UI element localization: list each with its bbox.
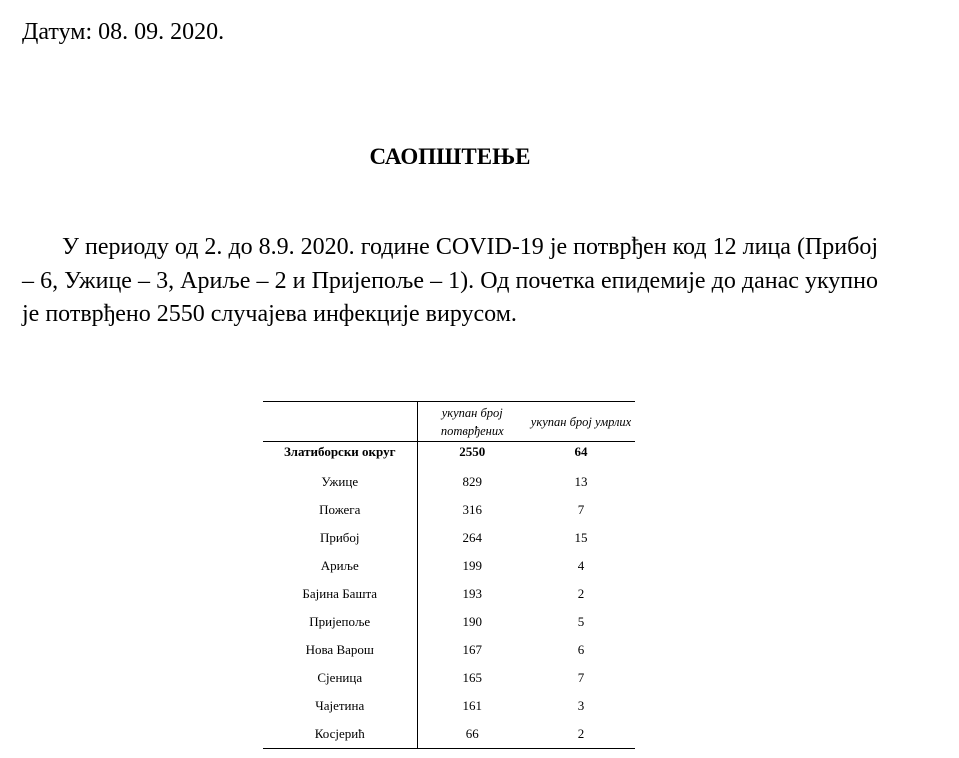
deaths-count: 3 — [577, 698, 585, 713]
total-confirmed: 2550 — [459, 444, 486, 459]
municipality-name: Ужице — [263, 468, 417, 496]
deaths-count: 4 — [577, 558, 585, 573]
deaths-count: 15 — [574, 530, 588, 545]
municipality-name: Прибој — [263, 524, 417, 552]
table-row — [263, 608, 635, 636]
table-row — [263, 580, 635, 608]
confirmed-count: 199 — [462, 558, 482, 573]
header-confirmed: укупан број потврђених — [417, 402, 527, 442]
municipality-name: Ариље — [263, 552, 417, 580]
table-row — [263, 692, 635, 720]
announcement-paragraph: У периоду од 2. до 8.9. 2020. године COVID-19 је потврђен код 12 лица (Прибој – 6, Ужице – 3, Ариље – 2 и Пријепоље – 1). Од почетка епидемије до данас укупно је потврђено 2550 случајева инфекције вирусом. — [22, 234, 878, 327]
confirmed-count: 829 — [462, 474, 482, 489]
deaths-count: 5 — [577, 614, 585, 629]
confirmed-count: 161 — [462, 698, 482, 713]
confirmed-count: 167 — [462, 642, 482, 657]
table-row — [263, 636, 635, 664]
confirmed-count: 264 — [462, 530, 482, 545]
municipality-name: Пријепоље — [263, 608, 417, 636]
table-row — [263, 720, 635, 749]
table-total-row — [263, 442, 635, 469]
confirmed-count: 193 — [462, 586, 482, 601]
deaths-count: 7 — [577, 670, 585, 685]
municipality-name: Пожега — [263, 496, 417, 524]
date-line: Датум: 08. 09. 2020. — [22, 19, 225, 45]
table-header-row — [263, 402, 635, 442]
confirmed-count: 165 — [462, 670, 482, 685]
deaths-count: 2 — [527, 720, 635, 749]
table-row — [263, 524, 635, 552]
table-row — [263, 552, 635, 580]
header-blank-cell — [263, 402, 417, 442]
table-row — [263, 664, 635, 692]
document-title: САОПШТЕЊЕ — [369, 144, 531, 169]
deaths-count: 6 — [577, 642, 585, 657]
confirmed-count: 316 — [462, 502, 482, 517]
header-deaths: укупан број умрлих — [527, 402, 635, 442]
municipality-name: Нова Варош — [263, 636, 417, 664]
municipality-name: Косјерић — [263, 720, 417, 749]
deaths-count: 7 — [577, 502, 585, 517]
total-deaths: 64 — [574, 444, 588, 459]
municipality-name: Сјеница — [263, 664, 417, 692]
confirmed-count: 66 — [417, 720, 527, 749]
district-stats-table — [263, 401, 635, 749]
confirmed-count: 190 — [462, 614, 482, 629]
table-row — [263, 468, 635, 496]
table-row — [263, 496, 635, 524]
municipality-name: Чајетина — [263, 692, 417, 720]
deaths-count: 13 — [574, 474, 588, 489]
deaths-count: 2 — [577, 586, 585, 601]
total-district-name: Златиборски округ — [263, 442, 417, 469]
municipality-name: Бајина Башта — [263, 580, 417, 608]
